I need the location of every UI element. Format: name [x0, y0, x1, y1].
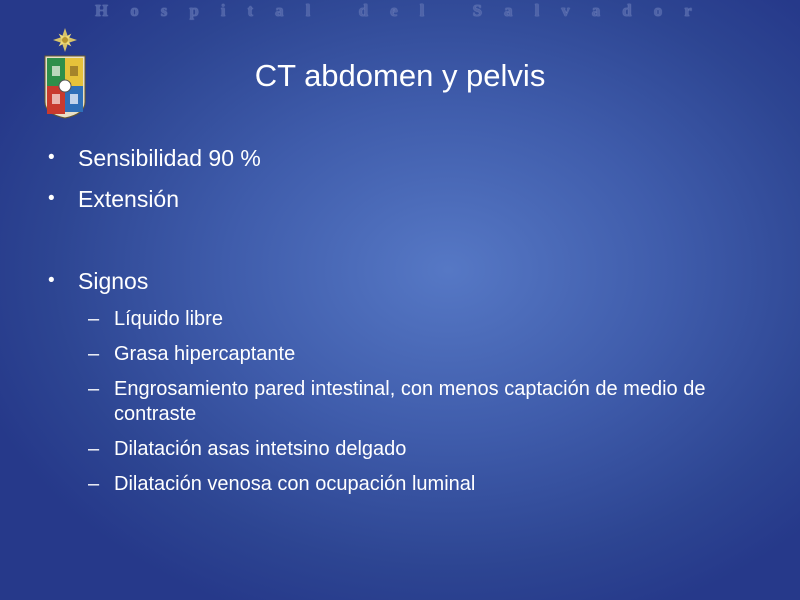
sub-bullet-text: Dilatación asas intetsino delgado — [114, 438, 407, 460]
sub-bullet-item — [48, 377, 768, 427]
bullet-list — [48, 144, 768, 507]
sub-bullet-list — [48, 307, 768, 497]
bullet-item — [48, 144, 768, 172]
bullet-symbol: • — [48, 270, 55, 291]
hospital-name: Hospital del Salvador — [95, 1, 714, 20]
sub-bullet-text: Grasa hipercaptante — [114, 343, 296, 365]
sub-bullet-item — [48, 437, 768, 462]
sub-bullet-text: Líquido libre — [114, 308, 223, 330]
sub-bullet-item — [48, 472, 768, 497]
bullet-text: Extensión — [78, 186, 180, 212]
sub-bullet-text: Engrosamiento pared intestinal, con menos captación de medio de contraste — [114, 378, 706, 425]
bullet-text: Signos — [78, 268, 149, 294]
dash-symbol: – — [88, 343, 100, 365]
sub-bullet-item — [48, 342, 768, 367]
bullet-text: Sensibilidad 90 % — [78, 145, 261, 171]
bullet-item — [48, 185, 768, 213]
dash-symbol: – — [88, 378, 100, 400]
bullet-symbol: • — [48, 147, 55, 168]
university-crest-icon — [42, 26, 88, 120]
sub-bullet-text: Dilatación venosa con ocupación luminal — [114, 473, 476, 495]
slide-title: CT abdomen y pelvis — [254, 58, 546, 93]
sub-bullet-item — [48, 307, 768, 332]
dash-symbol: – — [88, 438, 100, 460]
bullet-symbol: • — [48, 188, 55, 209]
bullet-item — [48, 267, 768, 295]
dash-symbol: – — [88, 308, 100, 330]
dash-symbol: – — [88, 473, 100, 495]
